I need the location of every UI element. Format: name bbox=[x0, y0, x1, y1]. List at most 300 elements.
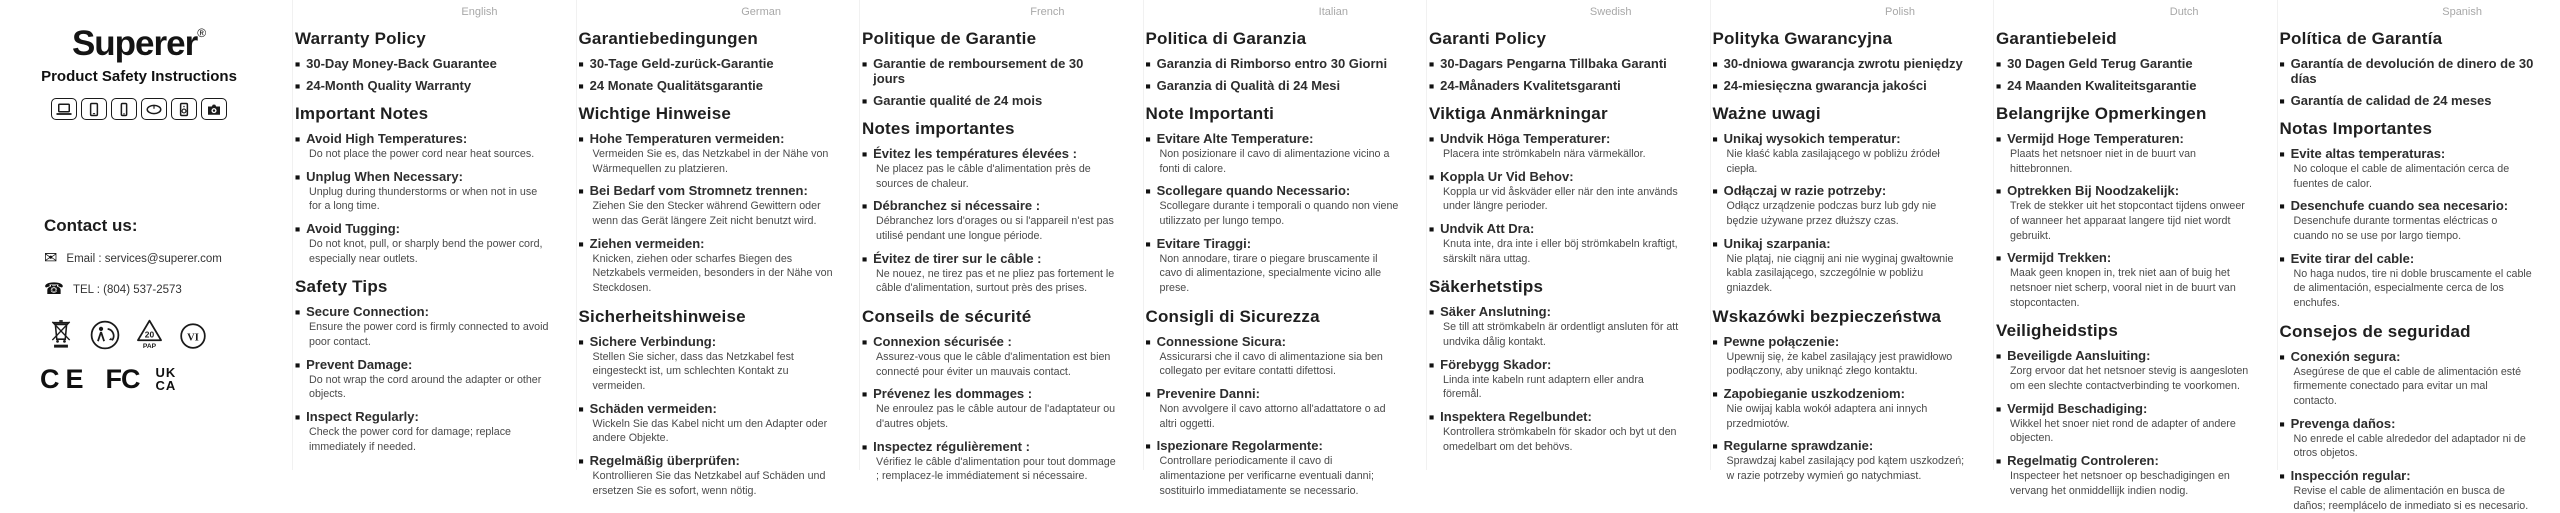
sidebar bbox=[0, 0, 292, 470]
bullet-square-icon: ■ bbox=[579, 456, 584, 466]
bullet-square-icon: ■ bbox=[295, 307, 300, 317]
item-body: Odłącz urządzenie podczas burz lub gdy nie będzie używane przez dłuższy czas. bbox=[1727, 199, 1968, 228]
columns bbox=[292, 0, 2560, 470]
list-item bbox=[1146, 438, 1401, 498]
item-title: 24 Monate Qualitätsgarantie bbox=[590, 78, 763, 93]
item-title: Regelmatig Controleren: bbox=[2007, 453, 2159, 468]
item-title: Evite altas temperaturas: bbox=[2291, 146, 2446, 161]
item-title: 30-Day Money-Back Guarantee bbox=[306, 56, 497, 71]
list-item bbox=[295, 131, 550, 162]
bullet-square-icon: ■ bbox=[2280, 254, 2285, 264]
language-column-spanish bbox=[2277, 0, 2560, 470]
item-title: Prevenga daños: bbox=[2291, 416, 2396, 431]
language-label: Italian bbox=[1146, 6, 1401, 18]
bullet-square-icon: ■ bbox=[862, 389, 867, 399]
item-body: Non annodare, tirare o piegare bruscamente il cavo di alimentazione, specialmente vicino alle prese. bbox=[1160, 252, 1401, 296]
section-title: Conseils de sécurité bbox=[862, 307, 1117, 327]
item-body: Do not knot, pull, or sharply bend the power cord, especially near outlets. bbox=[309, 237, 550, 266]
item-body: No coloque el cable de alimentación cerca de fuentes de calor. bbox=[2294, 162, 2535, 191]
item-body: Assicurarsi che il cavo di alimentazione sia ben collegato per evitare contatti difettosi. bbox=[1160, 350, 1401, 379]
smartphone-icon bbox=[111, 98, 137, 120]
section-title: Consejos de seguridad bbox=[2280, 322, 2535, 342]
item-body: Koppla ur vid åskväder eller när den inte används under längre perioder. bbox=[1443, 185, 1684, 214]
section-title: Consigli di Sicurezza bbox=[1146, 307, 1401, 327]
bullet-square-icon: ■ bbox=[1713, 81, 1718, 91]
ce-mark-icon: CE bbox=[40, 364, 90, 395]
bullet-square-icon: ■ bbox=[2280, 149, 2285, 159]
language-column-dutch bbox=[1993, 0, 2277, 470]
rohs-oval-icon bbox=[179, 322, 207, 355]
bullet-square-icon: ■ bbox=[2280, 419, 2285, 429]
certification-icons-row-2 bbox=[40, 364, 292, 395]
item-body: Asegúrese de que el cable de alimentación esté firmemente conectado para evitar un mal contacto. bbox=[2294, 365, 2535, 409]
weee-crossed-bin-icon bbox=[48, 318, 74, 355]
bullet-square-icon: ■ bbox=[1713, 337, 1718, 347]
bullet-square-icon: ■ bbox=[1996, 186, 2001, 196]
item-title: Secure Connection: bbox=[306, 304, 429, 319]
item-title: Prévenez les dommages : bbox=[873, 386, 1032, 401]
item-title: Vermijd Beschadiging: bbox=[2007, 401, 2147, 416]
item-title: Förebygg Skador: bbox=[1440, 357, 1551, 372]
list-item bbox=[1713, 334, 1968, 379]
list-item bbox=[862, 198, 1117, 243]
list-item bbox=[295, 409, 550, 454]
bullet-square-icon: ■ bbox=[2280, 201, 2285, 211]
bullet-square-icon: ■ bbox=[1146, 441, 1151, 451]
section-title: Säkerhetstips bbox=[1429, 277, 1684, 297]
item-title: Zapobieganie uszkodzeniom: bbox=[1724, 386, 1905, 401]
section-title: Wichtige Hinweise bbox=[579, 104, 834, 124]
list-item bbox=[1713, 236, 1968, 296]
item-body: Kontrollera strömkabeln för skador och byt ut den omedelbart om det behövs. bbox=[1443, 425, 1684, 454]
item-title: Vermijd Trekken: bbox=[2007, 250, 2111, 265]
item-body: Sprawdzaj kabel zasilający pod kątem uszkodzeń; w razie potrzeby wymień go natychmiast. bbox=[1727, 454, 1968, 483]
bullet-square-icon: ■ bbox=[579, 81, 584, 91]
item-body: Se till att strömkabeln är ordentligt ansluten för att undvika dålig kontakt. bbox=[1443, 320, 1684, 349]
item-title: Connessione Sicura: bbox=[1157, 334, 1286, 349]
bullet-square-icon: ■ bbox=[1713, 186, 1718, 196]
bullet-square-icon: ■ bbox=[2280, 471, 2285, 481]
item-title: Bei Bedarf vom Stromnetz trennen: bbox=[590, 183, 808, 198]
list-item bbox=[1146, 183, 1401, 228]
item-title: Regelmäßig überprüfen: bbox=[590, 453, 740, 468]
item-title: Undvik Höga Temperaturer: bbox=[1440, 131, 1610, 146]
item-title: Débranchez si nécessaire : bbox=[873, 198, 1040, 213]
pap-label: PAP bbox=[143, 343, 157, 350]
section-title: Garanti Policy bbox=[1429, 29, 1684, 49]
bullet-square-icon: ■ bbox=[1996, 404, 2001, 414]
list-item bbox=[2280, 93, 2535, 108]
list-item bbox=[1996, 250, 2251, 310]
list-item bbox=[1146, 78, 1401, 93]
bullet-square-icon: ■ bbox=[1146, 134, 1151, 144]
bullet-square-icon: ■ bbox=[1996, 253, 2001, 263]
bullet-square-icon: ■ bbox=[1713, 441, 1718, 451]
language-label: Swedish bbox=[1429, 6, 1684, 18]
laptop-icon bbox=[51, 98, 77, 120]
pap-number: 20 bbox=[145, 330, 155, 340]
list-item bbox=[1429, 131, 1684, 162]
item-title: Garanzia di Rimborso entro 30 Giorni bbox=[1157, 56, 1387, 71]
bullet-square-icon: ■ bbox=[1713, 59, 1718, 69]
item-body: Kontrollieren Sie das Netzkabel auf Schäden und ersetzen Sie es sofort, wenn nötig. bbox=[593, 469, 834, 498]
fcc-mark-icon: FC bbox=[106, 364, 140, 395]
item-title: Optrekken Bij Noodzakelijk: bbox=[2007, 183, 2179, 198]
bullet-square-icon: ■ bbox=[1429, 412, 1434, 422]
bullet-square-icon: ■ bbox=[1429, 59, 1434, 69]
list-item bbox=[1146, 56, 1401, 71]
bullet-square-icon: ■ bbox=[862, 337, 867, 347]
section-title: Garantiebeleid bbox=[1996, 29, 2251, 49]
item-title: 24 Maanden Kwaliteitsgarantie bbox=[2007, 78, 2196, 93]
list-item bbox=[2280, 416, 2535, 461]
bullet-square-icon: ■ bbox=[1146, 59, 1151, 69]
pap-20-recycle-icon bbox=[136, 318, 163, 355]
language-column-english bbox=[292, 0, 576, 470]
section-title: Important Notes bbox=[295, 104, 550, 124]
device-icons-row bbox=[14, 98, 264, 120]
bullet-square-icon: ■ bbox=[1713, 134, 1718, 144]
registered-trademark-icon: ® bbox=[197, 26, 206, 40]
list-item bbox=[1429, 78, 1684, 93]
list-item bbox=[1429, 221, 1684, 266]
bullet-square-icon: ■ bbox=[579, 186, 584, 196]
language-column-italian bbox=[1143, 0, 1427, 470]
item-body: Ne placez pas le câble d'alimentation près de sources de chaleur. bbox=[876, 162, 1117, 191]
language-label: French bbox=[862, 6, 1117, 18]
item-title: 30 Dagen Geld Terug Garantie bbox=[2007, 56, 2192, 71]
list-item bbox=[1996, 348, 2251, 393]
list-item bbox=[1996, 401, 2251, 446]
item-title: 30-Dagars Pengarna Tillbaka Garanti bbox=[1440, 56, 1667, 71]
item-body: Nie kłaść kabla zasilającego w pobliżu źródeł ciepła. bbox=[1727, 147, 1968, 176]
contact-heading: Contact us: bbox=[44, 216, 292, 236]
item-title: 24-miesięczna gwarancja jakości bbox=[1724, 78, 1927, 93]
item-title: 24-Month Quality Warranty bbox=[306, 78, 471, 93]
list-item bbox=[1146, 236, 1401, 296]
camera-icon bbox=[201, 98, 227, 120]
list-item bbox=[295, 304, 550, 349]
telephone-icon: ☎ bbox=[44, 282, 64, 298]
item-title: Unplug When Necessary: bbox=[306, 169, 463, 184]
item-title: Inspectez régulièrement : bbox=[873, 439, 1030, 454]
item-body: No enrede el cable alrededor del adaptador ni de otros objetos. bbox=[2294, 432, 2535, 461]
envelope-icon: ✉ bbox=[44, 251, 57, 267]
list-item bbox=[579, 236, 834, 296]
list-item bbox=[862, 439, 1117, 484]
brand-row bbox=[14, 24, 264, 64]
item-body: Trek de stekker uit het stopcontact tijdens onweer of wanneer het apparaat langere tijd niet wordt gebruikt. bbox=[2010, 199, 2251, 243]
item-title: Inspect Regularly: bbox=[306, 409, 419, 424]
item-title: Pewne połączenie: bbox=[1724, 334, 1840, 349]
item-body: Vermeiden Sie es, das Netzkabel in der Nähe von Wärmequellen zu platzieren. bbox=[593, 147, 834, 176]
list-item bbox=[1713, 78, 1968, 93]
item-body: Controllare periodicamente il cavo di alimentazione per verificarne eventuali danni; sostituirlo immediatamente se necessario. bbox=[1160, 454, 1401, 498]
list-item bbox=[579, 453, 834, 498]
item-body: Non avvolgere il cavo attorno all'adattatore o ad altri oggetti. bbox=[1160, 402, 1401, 431]
list-item bbox=[1996, 56, 2251, 71]
bullet-square-icon: ■ bbox=[579, 134, 584, 144]
item-body: Stellen Sie sicher, dass das Netzkabel fest eingesteckt ist, um schlechten Kontakt zu vermeiden. bbox=[593, 350, 834, 394]
language-column-french bbox=[859, 0, 1143, 470]
bullet-square-icon: ■ bbox=[862, 59, 867, 69]
item-body: Placera inte strömkabeln nära värmekällor. bbox=[1443, 147, 1684, 162]
item-title: Unikaj szarpania: bbox=[1724, 236, 1831, 251]
language-label: Dutch bbox=[1996, 6, 2251, 18]
item-title: Inspección regular: bbox=[2291, 468, 2411, 483]
item-title: Inspektera Regelbundet: bbox=[1440, 409, 1592, 424]
item-title: Desenchufe cuando sea necesario: bbox=[2291, 198, 2508, 213]
list-item bbox=[862, 386, 1117, 431]
language-label: Spanish bbox=[2280, 6, 2535, 18]
item-title: Odłączaj w razie potrzeby: bbox=[1724, 183, 1887, 198]
section-title: Ważne uwagi bbox=[1713, 104, 1968, 124]
list-item bbox=[295, 78, 550, 93]
item-body: Check the power cord for damage; replace immediately if needed. bbox=[309, 425, 550, 454]
list-item bbox=[1996, 183, 2251, 243]
item-title: Prevenire Danni: bbox=[1157, 386, 1260, 401]
list-item bbox=[579, 401, 834, 446]
item-title: Regularne sprawdzanie: bbox=[1724, 438, 1874, 453]
brand-block bbox=[14, 24, 264, 120]
list-item bbox=[295, 221, 550, 266]
list-item bbox=[2280, 349, 2535, 409]
item-title: Beveiligde Aansluiting: bbox=[2007, 348, 2150, 363]
section-title: Politica di Garanzia bbox=[1146, 29, 1401, 49]
list-item bbox=[579, 56, 834, 71]
item-title: 24-Månaders Kvalitetsgaranti bbox=[1440, 78, 1621, 93]
bullet-square-icon: ■ bbox=[1996, 351, 2001, 361]
list-item bbox=[1429, 409, 1684, 454]
bullet-square-icon: ■ bbox=[862, 149, 867, 159]
bullet-square-icon: ■ bbox=[295, 412, 300, 422]
item-title: Garantía de calidad de 24 meses bbox=[2291, 93, 2492, 108]
list-item bbox=[579, 334, 834, 394]
bullet-square-icon: ■ bbox=[1429, 224, 1434, 234]
list-item bbox=[862, 251, 1117, 296]
item-body: Maak geen knopen in, trek niet aan of buig het netsnoer niet scherp, vooral niet in de buurt van stopcontacten. bbox=[2010, 266, 2251, 310]
item-title: 30-Tage Geld-zurück-Garantie bbox=[590, 56, 774, 71]
item-body: Do not wrap the cord around the adapter or other objects. bbox=[309, 373, 550, 402]
item-body: Nie owijaj kabla wokół adaptera ani innych przedmiotów. bbox=[1727, 402, 1968, 431]
triman-recycling-icon bbox=[90, 320, 120, 355]
item-body: Non posizionare il cavo di alimentazione vicino a fonti di calore. bbox=[1160, 147, 1401, 176]
ukca-line-ca: CA bbox=[156, 380, 177, 392]
item-title: Garantie de remboursement de 30 jours bbox=[873, 56, 1116, 86]
list-item bbox=[1146, 131, 1401, 176]
tel-text: TEL : (804) 537-2573 bbox=[73, 284, 182, 296]
language-label: English bbox=[295, 6, 550, 18]
item-title: Avoid High Temperatures: bbox=[306, 131, 467, 146]
section-title: Viktiga Anmärkningar bbox=[1429, 104, 1684, 124]
item-body: Unplug during thunderstorms or when not in use for a long time. bbox=[309, 185, 550, 214]
item-body: Débranchez lors d'orages ou si l'appareil n'est pas utilisé pendant une longue période. bbox=[876, 214, 1117, 243]
bullet-square-icon: ■ bbox=[862, 254, 867, 264]
list-item bbox=[1713, 131, 1968, 176]
bullet-square-icon: ■ bbox=[579, 404, 584, 414]
bullet-square-icon: ■ bbox=[1429, 360, 1434, 370]
bullet-square-icon: ■ bbox=[295, 81, 300, 91]
brand-logo: Superer bbox=[72, 24, 197, 63]
item-title: Unikaj wysokich temperatur: bbox=[1724, 131, 1901, 146]
list-item bbox=[1713, 386, 1968, 431]
list-item bbox=[579, 183, 834, 228]
item-title: Undvik Att Dra: bbox=[1440, 221, 1534, 236]
section-title: Veiligheidstips bbox=[1996, 321, 2251, 341]
section-title: Belangrijke Opmerkingen bbox=[1996, 104, 2251, 124]
bullet-square-icon: ■ bbox=[1429, 134, 1434, 144]
bullet-square-icon: ■ bbox=[579, 337, 584, 347]
bullet-square-icon: ■ bbox=[295, 134, 300, 144]
language-label: Polish bbox=[1713, 6, 1968, 18]
bullet-square-icon: ■ bbox=[1429, 307, 1434, 317]
bullet-square-icon: ■ bbox=[1713, 389, 1718, 399]
list-item bbox=[1713, 56, 1968, 71]
item-body: Plaats het netsnoer niet in de buurt van hittebronnen. bbox=[2010, 147, 2251, 176]
bullet-square-icon: ■ bbox=[1146, 239, 1151, 249]
item-body: Upewnij się, że kabel zasilający jest prawidłowo podłączony, aby uniknąć złego kontaktu. bbox=[1727, 350, 1968, 379]
bullet-square-icon: ■ bbox=[1146, 186, 1151, 196]
bullet-square-icon: ■ bbox=[862, 96, 867, 106]
list-item bbox=[862, 334, 1117, 379]
list-item bbox=[2280, 198, 2535, 243]
speaker-icon bbox=[171, 98, 197, 120]
item-title: Prevent Damage: bbox=[306, 357, 412, 372]
item-title: Garantía de devolución de dinero de 30 días bbox=[2291, 56, 2534, 86]
item-body: Knicken, ziehen oder scharfes Biegen des Netzkabels vermeiden, besonders in der Nähe von Steckdosen. bbox=[593, 252, 834, 296]
bullet-square-icon: ■ bbox=[862, 201, 867, 211]
list-item bbox=[1996, 131, 2251, 176]
bullet-square-icon: ■ bbox=[2280, 96, 2285, 106]
list-item bbox=[1713, 183, 1968, 228]
item-body: Wickeln Sie das Kabel nicht um den Adapter oder andere Objekte. bbox=[593, 417, 834, 446]
section-title: Politique de Garantie bbox=[862, 29, 1117, 49]
bullet-square-icon: ■ bbox=[1996, 134, 2001, 144]
list-item bbox=[1713, 438, 1968, 483]
section-title: Notes importantes bbox=[862, 119, 1117, 139]
list-item bbox=[579, 78, 834, 93]
item-title: 30-dniowa gwarancja zwrotu pieniędzy bbox=[1724, 56, 1963, 71]
section-title: Warranty Policy bbox=[295, 29, 550, 49]
item-body: Inspecteer het netsnoer op beschadigingen en vervang het onmiddellijk indien nodig. bbox=[2010, 469, 2251, 498]
item-title: Garantie qualité de 24 mois bbox=[873, 93, 1042, 108]
item-title: Säker Anslutning: bbox=[1440, 304, 1551, 319]
item-body: Nie plątaj, nie ciągnij ani nie wyginaj gwałtownie kabla zasilającego, szczególnie w pobliżu gniazdek. bbox=[1727, 252, 1968, 296]
item-body: Ziehen Sie den Stecker während Gewittern oder wenn das Gerät längere Zeit nicht benutzt wird. bbox=[593, 199, 834, 228]
item-body: No haga nudos, tire ni doble bruscamente el cable de alimentación, especialmente cerca de los enchufes. bbox=[2294, 267, 2535, 311]
item-body: Wikkel het snoer niet rond de adapter of andere objecten. bbox=[2010, 417, 2251, 446]
bullet-square-icon: ■ bbox=[295, 360, 300, 370]
list-item bbox=[579, 131, 834, 176]
bullet-square-icon: ■ bbox=[295, 172, 300, 182]
list-item bbox=[1146, 386, 1401, 431]
list-item bbox=[1996, 453, 2251, 498]
ukca-line-uk: UK bbox=[156, 367, 177, 379]
list-item bbox=[2280, 56, 2535, 86]
bullet-square-icon: ■ bbox=[295, 224, 300, 234]
bullet-square-icon: ■ bbox=[2280, 352, 2285, 362]
tablet-icon bbox=[81, 98, 107, 120]
bullet-square-icon: ■ bbox=[1713, 239, 1718, 249]
item-title: Scollegare quando Necessario: bbox=[1157, 183, 1351, 198]
email-row bbox=[44, 251, 292, 267]
item-title: Conexión segura: bbox=[2291, 349, 2401, 364]
language-column-polish bbox=[1710, 0, 1994, 470]
item-title: Garanzia di Qualità di 24 Mesi bbox=[1157, 78, 1341, 93]
list-item bbox=[295, 357, 550, 402]
list-item bbox=[862, 146, 1117, 191]
list-item bbox=[2280, 251, 2535, 311]
item-body: Desenchufe durante tormentas eléctricas o cuando no se use por largo tiempo. bbox=[2294, 214, 2535, 243]
language-column-german bbox=[576, 0, 860, 470]
list-item bbox=[1996, 78, 2251, 93]
item-body: Ne nouez, ne tirez pas et ne pliez pas fortement le câble d'alimentation, surtout près des prises. bbox=[876, 267, 1117, 296]
tel-row bbox=[44, 282, 292, 298]
item-title: Évitez de tirer sur le câble : bbox=[873, 251, 1041, 266]
list-item bbox=[295, 169, 550, 214]
section-title: Wskazówki bezpieczeństwa bbox=[1713, 307, 1968, 327]
item-title: Évitez les températures élevées : bbox=[873, 146, 1077, 161]
item-title: Ispezionare Regolarmente: bbox=[1157, 438, 1323, 453]
item-title: Vermijd Hoge Temperaturen: bbox=[2007, 131, 2184, 146]
bullet-square-icon: ■ bbox=[1996, 59, 2001, 69]
bullet-square-icon: ■ bbox=[579, 59, 584, 69]
item-body: Assurez-vous que le câble d'alimentation est bien connecté pour éviter un mauvais contact. bbox=[876, 350, 1117, 379]
list-item bbox=[1429, 169, 1684, 214]
item-title: Evite tirar del cable: bbox=[2291, 251, 2415, 266]
bullet-square-icon: ■ bbox=[1429, 81, 1434, 91]
bullet-square-icon: ■ bbox=[579, 239, 584, 249]
bullet-square-icon: ■ bbox=[1146, 337, 1151, 347]
item-body: Knuta inte, dra inte i eller böj strömkabeln kraftigt, särskilt nära uttag. bbox=[1443, 237, 1684, 266]
section-title: Note Importanti bbox=[1146, 104, 1401, 124]
item-title: Hohe Temperaturen vermeiden: bbox=[590, 131, 785, 146]
item-title: Connexion sécurisée : bbox=[873, 334, 1012, 349]
mouse-icon bbox=[141, 98, 167, 120]
certification-icons-row-1 bbox=[48, 318, 292, 355]
item-title: Evitare Tiraggi: bbox=[1157, 236, 1251, 251]
item-title: Evitare Alte Temperature: bbox=[1157, 131, 1314, 146]
item-body: Vérifiez le câble d'alimentation pour tout dommage ; remplacez-le immédiatement si nécessaire. bbox=[876, 455, 1117, 484]
list-item bbox=[862, 56, 1117, 86]
item-body: Ne enroulez pas le câble autour de l'adaptateur ou d'autres objets. bbox=[876, 402, 1117, 431]
section-title: Sicherheitshinweise bbox=[579, 307, 834, 327]
list-item bbox=[1429, 357, 1684, 402]
item-body: Linda inte kabeln runt adaptern eller andra föremål. bbox=[1443, 373, 1684, 402]
list-item bbox=[295, 56, 550, 71]
language-label: German bbox=[579, 6, 834, 18]
section-title: Política de Garantía bbox=[2280, 29, 2535, 49]
bullet-square-icon: ■ bbox=[1996, 456, 2001, 466]
bullet-square-icon: ■ bbox=[1996, 81, 2001, 91]
list-item bbox=[1429, 304, 1684, 349]
language-column-swedish bbox=[1426, 0, 1710, 470]
section-title: Polityka Gwarancyjna bbox=[1713, 29, 1968, 49]
item-body: Scollegare durante i temporali o quando non viene utilizzato per lungo tempo. bbox=[1160, 199, 1401, 228]
email-text: Email : services@superer.com bbox=[66, 253, 221, 265]
bullet-square-icon: ■ bbox=[1429, 172, 1434, 182]
item-title: Ziehen vermeiden: bbox=[590, 236, 705, 251]
item-title: Koppla Ur Vid Behov: bbox=[1440, 169, 1573, 184]
bullet-square-icon: ■ bbox=[295, 59, 300, 69]
bullet-square-icon: ■ bbox=[1146, 389, 1151, 399]
item-title: Avoid Tugging: bbox=[306, 221, 400, 236]
list-item bbox=[1146, 334, 1401, 379]
section-title: Garantiebedingungen bbox=[579, 29, 834, 49]
item-body: Zorg ervoor dat het netsnoer stevig is aangesloten om een slechte contactverbinding te voorkomen. bbox=[2010, 364, 2251, 393]
item-title: Schäden vermeiden: bbox=[590, 401, 717, 416]
bullet-square-icon: ■ bbox=[862, 442, 867, 452]
